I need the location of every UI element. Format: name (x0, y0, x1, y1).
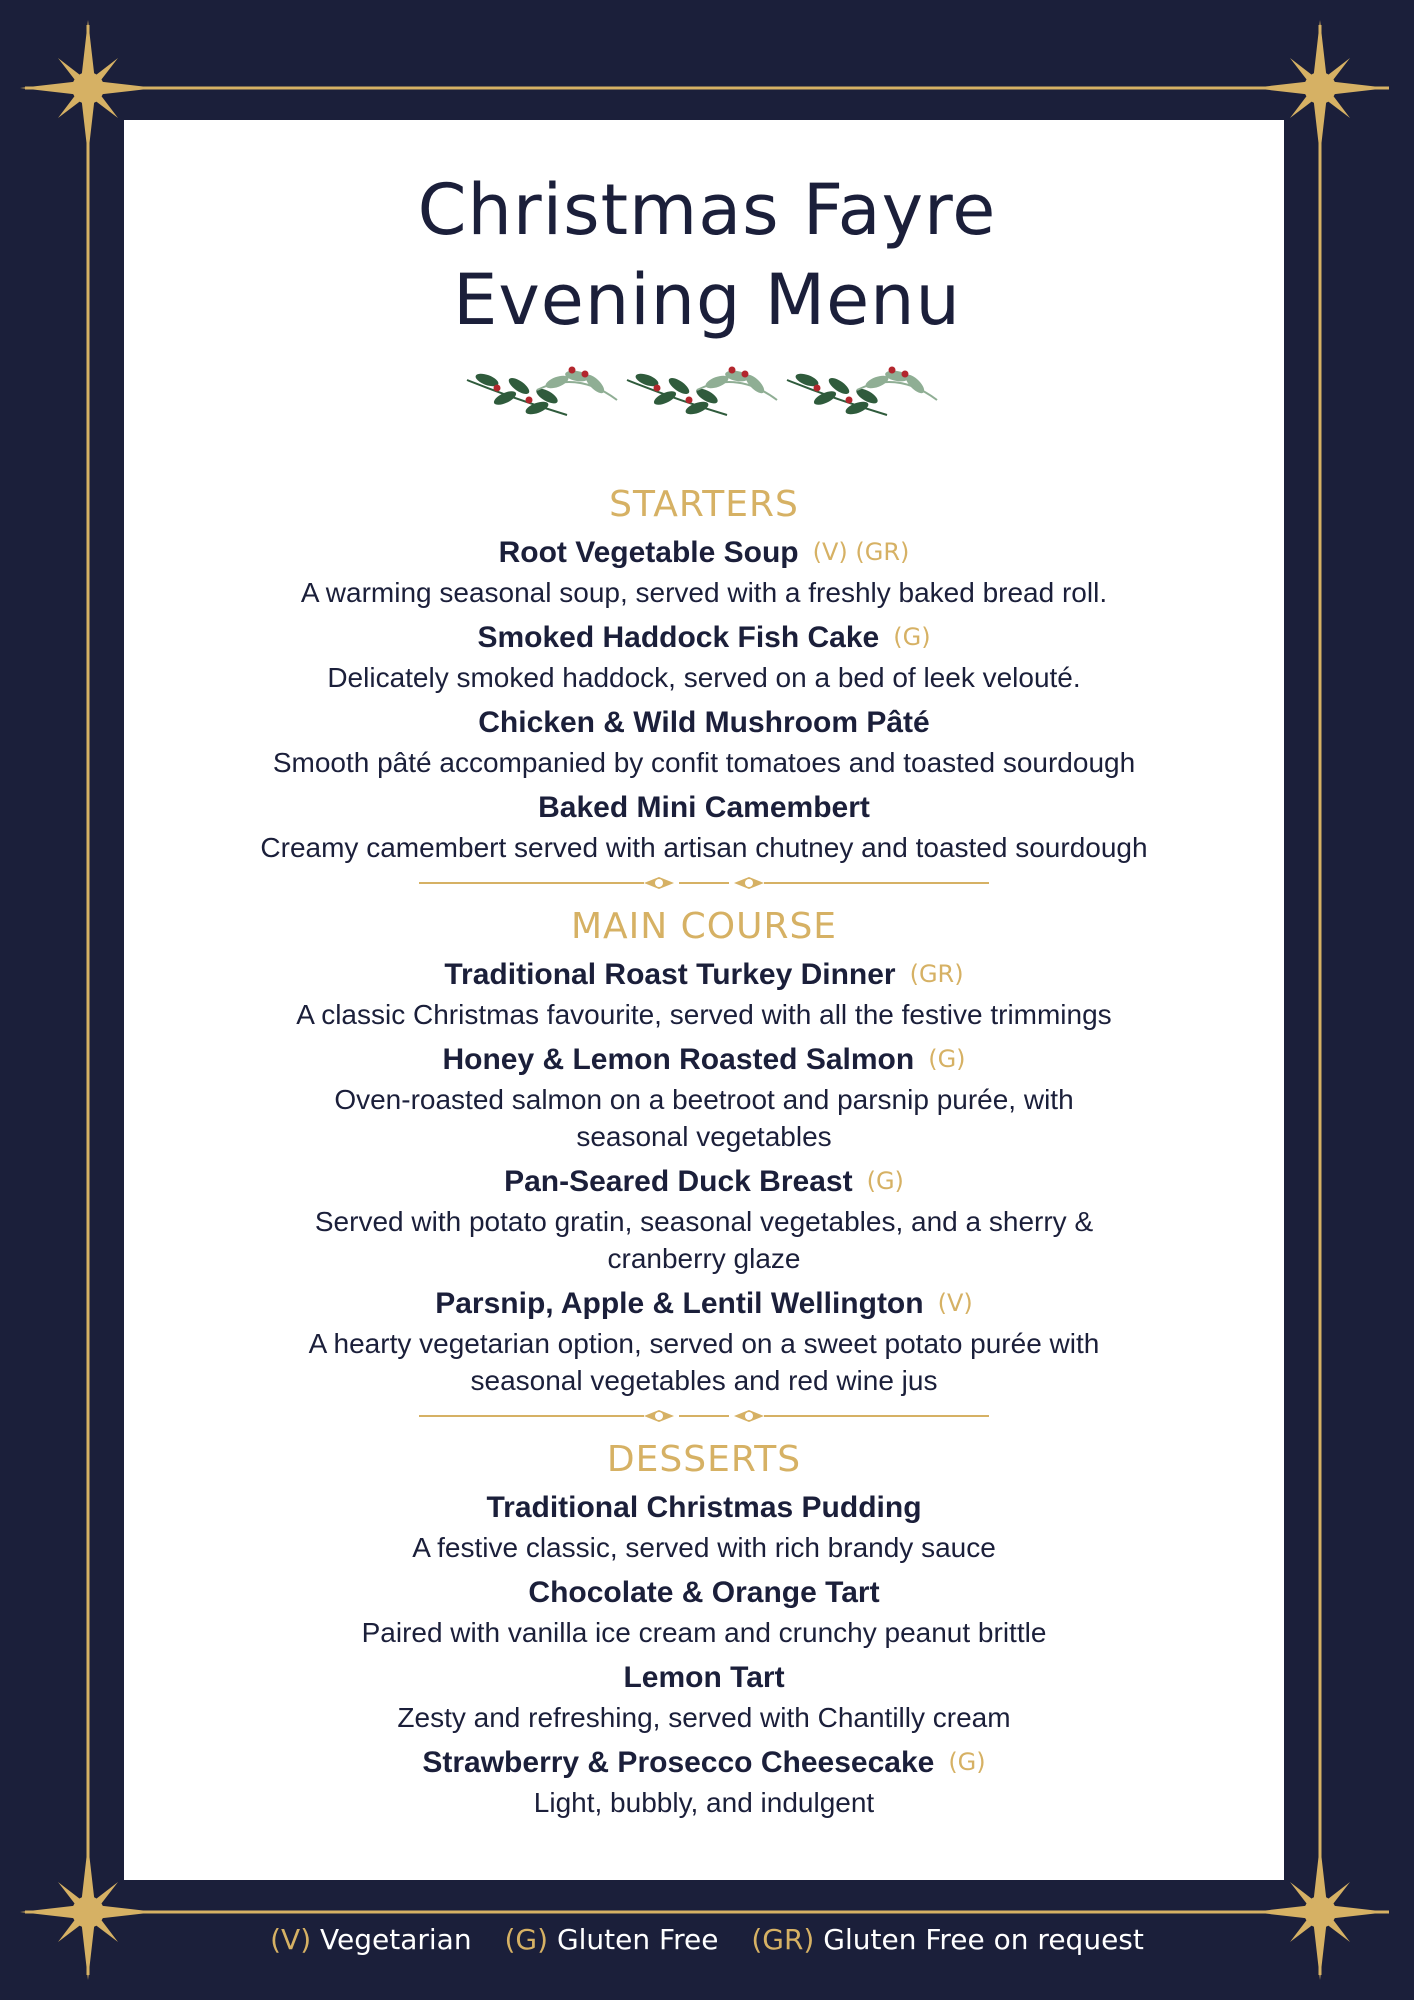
diet-tag: (V) (937, 1289, 973, 1317)
diet-tag: (G) (893, 623, 931, 651)
item-name: Chicken & Wild Mushroom Pâté (478, 706, 930, 739)
menu-item (124, 702, 1284, 781)
item-name: Baked Mini Camembert (538, 791, 870, 824)
legend-entry-gluten-free-on-request (751, 1923, 1144, 1956)
item-name: Pan-Seared Duck Breast (504, 1165, 853, 1198)
dietary-legend (0, 1920, 1414, 1960)
item-description: Smooth pâté accompanied by confit tomatoes and toasted sourdough (272, 747, 1136, 778)
menu-item (124, 954, 1284, 1033)
menu-item (124, 1742, 1284, 1821)
menu-item (124, 1039, 1284, 1155)
menu-item (124, 1572, 1284, 1651)
legend-entry-vegetarian (270, 1923, 471, 1956)
title-line-2: Evening Menu (453, 259, 961, 341)
legend-label: Gluten Free on request (823, 1923, 1144, 1956)
diet-tag: (G) (866, 1167, 904, 1195)
diet-tag: (GR) (909, 960, 964, 988)
legend-label: Gluten Free (556, 1923, 719, 1956)
ornament-divider-icon (419, 1405, 989, 1427)
item-name: Strawberry & Prosecco Cheesecake (422, 1746, 935, 1779)
diet-tag: (G) (948, 1748, 986, 1776)
item-name: Smoked Haddock Fish Cake (477, 621, 880, 654)
item-description: Light, bubbly, and indulgent (533, 1787, 875, 1818)
item-description: A festive classic, served with rich brandy sauce (412, 1532, 996, 1563)
item-name: Lemon Tart (623, 1661, 785, 1694)
diet-tag: (V) (GR) (812, 538, 910, 566)
menu-item (124, 1487, 1284, 1566)
item-description: Creamy camembert served with artisan chutney and toasted sourdough (260, 832, 1148, 863)
diet-tag: (G) (928, 1045, 966, 1073)
item-description: A hearty vegetarian option, served on a sweet potato purée with seasonal vegetables and red wine jus (308, 1328, 1100, 1396)
menu-item (124, 1657, 1284, 1736)
item-name: Parsnip, Apple & Lentil Wellington (435, 1287, 924, 1320)
item-name: Traditional Christmas Pudding (486, 1491, 922, 1524)
item-description: Served with potato gratin, seasonal vegetables, and a sherry & cranberry glaze (314, 1206, 1094, 1274)
menu-item (124, 532, 1284, 611)
legend-entry-gluten-free (505, 1923, 719, 1956)
section-title-starters: STARTERS (609, 484, 799, 525)
ornament-divider-icon (419, 872, 989, 894)
item-description: A warming seasonal soup, served with a freshly baked bread roll. (300, 577, 1108, 608)
legend-code: (V) (270, 1923, 312, 1956)
item-description: Paired with vanilla ice cream and crunchy peanut brittle (361, 1617, 1047, 1648)
menu-item (124, 1161, 1284, 1277)
item-name: Chocolate & Orange Tart (528, 1576, 880, 1609)
legend-label: Vegetarian (320, 1923, 472, 1956)
section-title-main-course: MAIN COURSE (570, 906, 838, 947)
item-description: Delicately smoked haddock, served on a bed of leek velouté. (327, 662, 1081, 693)
menu-item (124, 1283, 1284, 1399)
holly-garland-icon (462, 355, 952, 435)
title-line-1: Christmas Fayre (417, 169, 997, 251)
section-title-desserts: DESSERTS (606, 1439, 802, 1480)
menu-item (124, 617, 1284, 696)
legend-code: (GR) (751, 1923, 815, 1956)
item-description: A classic Christmas favourite, served with all the festive trimmings (296, 999, 1112, 1030)
menu-content (124, 478, 1284, 1827)
item-name: Honey & Lemon Roasted Salmon (442, 1043, 915, 1076)
menu-item (124, 787, 1284, 866)
menu-title (0, 165, 1414, 345)
item-description: Oven-roasted salmon on a beetroot and parsnip purée, with seasonal vegetables (334, 1084, 1074, 1152)
legend-code: (G) (504, 1923, 549, 1956)
item-name: Root Vegetable Soup (498, 536, 799, 569)
item-description: Zesty and refreshing, served with Chantilly cream (397, 1702, 1011, 1733)
item-name: Traditional Roast Turkey Dinner (444, 958, 896, 991)
